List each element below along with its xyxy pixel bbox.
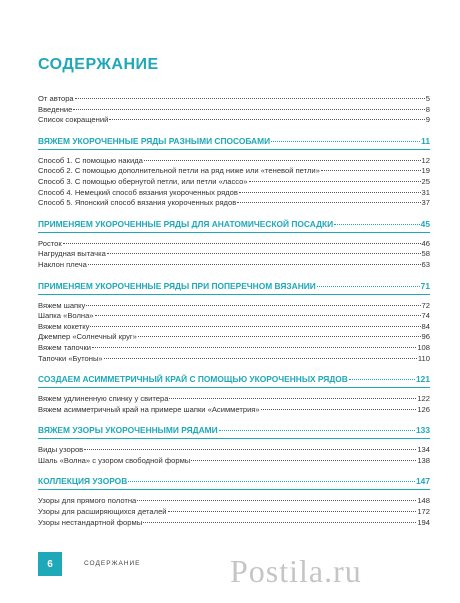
watermark-logo: Postila.ru bbox=[230, 553, 362, 589]
dot-leader bbox=[86, 305, 420, 306]
entry-label: Способ 1. С помощью накида bbox=[38, 155, 143, 165]
entry-page: 126 bbox=[417, 404, 430, 414]
entry-label: ПРИМЕНЯЕМ УКОРОЧЕННЫЕ РЯДЫ ДЛЯ АНАТОМИЧЕСКОЙ ПОСАДКИ bbox=[38, 218, 334, 229]
section-title-entry[interactable] bbox=[38, 280, 430, 292]
footer-label: СОДЕРЖАНИЕ bbox=[84, 560, 141, 567]
toc-entry[interactable] bbox=[38, 507, 430, 518]
toc-entry[interactable] bbox=[38, 177, 430, 188]
entry-label: Способ 3. С помощью обернутой петли, или петли «лассо» bbox=[38, 176, 248, 186]
entry-page: 58 bbox=[421, 249, 430, 259]
entry-page: 8 bbox=[425, 104, 430, 114]
entry-page: 96 bbox=[421, 332, 430, 342]
section-heading bbox=[38, 135, 430, 150]
section-divider bbox=[38, 232, 430, 233]
entry-page: 5 bbox=[425, 94, 430, 103]
toc-entry[interactable] bbox=[38, 156, 430, 167]
dot-leader bbox=[75, 98, 425, 99]
toc-entry[interactable] bbox=[38, 260, 430, 271]
dot-leader bbox=[349, 379, 415, 380]
table-of-contents bbox=[38, 94, 430, 528]
entry-page: 9 bbox=[425, 115, 430, 125]
dot-leader bbox=[191, 460, 416, 461]
entry-page: 138 bbox=[417, 455, 430, 465]
entry-page: 71 bbox=[420, 280, 430, 291]
entry-label: Способ 5. Японский способ вязания укороченных рядов bbox=[38, 198, 237, 208]
dot-leader bbox=[88, 264, 421, 265]
entry-page: 148 bbox=[417, 496, 430, 506]
toc-entry[interactable] bbox=[38, 322, 430, 333]
dot-leader bbox=[128, 481, 415, 482]
entry-page: 133 bbox=[416, 425, 430, 436]
entry-page: 63 bbox=[421, 259, 430, 269]
entry-label: СОЗДАЕМ АСИММЕТРИЧНЫЙ КРАЙ С ПОМОЩЬЮ УКОРОЧЕННЫХ РЯДОВ bbox=[38, 374, 348, 385]
entry-page: 31 bbox=[421, 187, 430, 197]
dot-leader bbox=[92, 347, 416, 348]
entry-page: 110 bbox=[417, 353, 430, 363]
entry-page: 25 bbox=[421, 176, 430, 186]
entry-page: 147 bbox=[416, 476, 430, 487]
toc-entry[interactable] bbox=[38, 249, 430, 260]
toc-entry[interactable] bbox=[38, 518, 430, 529]
toc-entry[interactable] bbox=[38, 239, 430, 250]
page-title: СОДЕРЖАНИЕ bbox=[38, 56, 159, 73]
dot-leader bbox=[90, 326, 420, 327]
entry-label: Способ 2. С помощью дополнительной петли на ряд ниже или «теневой петли» bbox=[38, 166, 320, 176]
entry-label: Узоры для расширяющихся деталей bbox=[38, 507, 167, 517]
section-title-entry[interactable] bbox=[38, 424, 430, 436]
entry-page: 46 bbox=[421, 238, 430, 248]
dot-leader bbox=[237, 202, 420, 203]
entry-label: Виды узоров bbox=[38, 445, 84, 455]
toc-entry[interactable] bbox=[38, 354, 430, 365]
dot-leader bbox=[239, 192, 421, 193]
entry-label: КОЛЛЕКЦИЯ УЗОРОВ bbox=[38, 476, 128, 487]
entry-label: ВЯЖЕМ УКОРОЧЕННЫЕ РЯДЫ РАЗНЫМИ СПОСОБАМИ bbox=[38, 135, 271, 146]
entry-label: Способ 4. Немецкий способ вязания укороченных рядов bbox=[38, 187, 238, 197]
section-heading bbox=[38, 280, 430, 295]
section-title-entry[interactable] bbox=[38, 475, 430, 487]
entry-page: 11 bbox=[421, 135, 430, 146]
toc-entry[interactable] bbox=[38, 405, 430, 416]
toc-entry[interactable] bbox=[38, 456, 430, 467]
entry-page: 108 bbox=[417, 342, 430, 352]
entry-page: 74 bbox=[421, 311, 430, 321]
toc-entry[interactable] bbox=[38, 188, 430, 199]
toc-entry[interactable] bbox=[38, 394, 430, 405]
section-heading bbox=[38, 424, 430, 439]
dot-leader bbox=[73, 109, 424, 110]
entry-label: От автора bbox=[38, 94, 74, 103]
section-title-entry[interactable] bbox=[38, 135, 430, 147]
dot-leader bbox=[107, 253, 421, 254]
entry-label: Узоры для прямого полотна bbox=[38, 496, 137, 506]
dot-leader bbox=[109, 119, 424, 120]
section-title-entry[interactable] bbox=[38, 218, 430, 230]
toc-entry[interactable] bbox=[38, 166, 430, 177]
entry-label: ВЯЖЕМ УЗОРЫ УКОРОЧЕННЫМИ РЯДАМИ bbox=[38, 425, 218, 436]
sections-list bbox=[38, 135, 430, 528]
entry-label: Список сокращений bbox=[38, 115, 109, 125]
entry-label: Шапка «Волна» bbox=[38, 311, 94, 321]
section-heading bbox=[38, 373, 430, 388]
entry-label: Вяжем асимметричный край на примере шапки «Асимметрия» bbox=[38, 404, 260, 414]
toc-entry[interactable] bbox=[38, 445, 430, 456]
entry-label: Нагрудная вытачка bbox=[38, 249, 106, 259]
toc-entry[interactable] bbox=[38, 496, 430, 507]
entry-label: Наклон плеча bbox=[38, 259, 87, 269]
entry-page: 134 bbox=[417, 445, 430, 455]
entry-label: Тапочки «Бутоны» bbox=[38, 353, 103, 363]
entry-page: 45 bbox=[420, 218, 430, 229]
dot-leader bbox=[84, 449, 416, 450]
toc-entry[interactable] bbox=[38, 105, 430, 116]
entry-label: Джемпер «Солнечный круг» bbox=[38, 332, 137, 342]
entry-page: 72 bbox=[421, 300, 430, 310]
section-divider bbox=[38, 438, 430, 439]
dot-leader bbox=[334, 224, 419, 225]
entry-label: Росток bbox=[38, 238, 62, 248]
dot-leader bbox=[138, 336, 421, 337]
dot-leader bbox=[168, 511, 417, 512]
dot-leader bbox=[219, 430, 415, 431]
section-heading bbox=[38, 475, 430, 490]
page-number: 6 bbox=[38, 552, 62, 576]
section-divider bbox=[38, 489, 430, 490]
dot-leader bbox=[271, 141, 420, 142]
section-divider bbox=[38, 387, 430, 388]
entry-page: 172 bbox=[417, 507, 430, 517]
dot-leader bbox=[144, 160, 421, 161]
toc-entry[interactable] bbox=[38, 115, 430, 126]
entry-page: 194 bbox=[417, 517, 430, 527]
toc-entry[interactable] bbox=[38, 301, 430, 312]
entry-label: Вяжем шапку bbox=[38, 300, 86, 310]
dot-leader bbox=[249, 181, 421, 182]
entry-page: 37 bbox=[421, 198, 430, 208]
dot-leader bbox=[95, 315, 421, 316]
entry-label: Введение bbox=[38, 104, 73, 114]
toc-entry[interactable] bbox=[38, 311, 430, 322]
intro-list bbox=[38, 94, 430, 126]
entry-page: 19 bbox=[421, 166, 430, 176]
entry-label: Вяжем тапочки bbox=[38, 342, 92, 352]
section-divider bbox=[38, 149, 430, 150]
entry-label: Вяжем удлиненную спинку у свитера bbox=[38, 394, 169, 404]
section-title-entry[interactable] bbox=[38, 373, 430, 385]
entry-page: 122 bbox=[417, 394, 430, 404]
dot-leader bbox=[143, 522, 416, 523]
dot-leader bbox=[63, 243, 421, 244]
dot-leader bbox=[137, 500, 416, 501]
entry-page: 121 bbox=[416, 374, 430, 385]
entry-page: 12 bbox=[421, 155, 430, 165]
entry-label: Шаль «Волна» с узором свободной формы bbox=[38, 455, 191, 465]
toc-entry[interactable] bbox=[38, 198, 430, 209]
dot-leader bbox=[321, 170, 421, 171]
dot-leader bbox=[261, 409, 417, 410]
entry-label: Узоры нестандартной формы bbox=[38, 517, 143, 527]
section-divider bbox=[38, 294, 430, 295]
toc-entry[interactable] bbox=[38, 343, 430, 354]
toc-entry[interactable] bbox=[38, 94, 430, 105]
entry-label: Вяжем кокетку bbox=[38, 321, 90, 331]
toc-entry[interactable] bbox=[38, 332, 430, 343]
dot-leader bbox=[317, 286, 420, 287]
entry-page: 84 bbox=[421, 321, 430, 331]
entry-label: ПРИМЕНЯЕМ УКОРОЧЕННЫЕ РЯДЫ ПРИ ПОПЕРЕЧНОМ ВЯЗАНИИ bbox=[38, 280, 316, 291]
section-heading bbox=[38, 218, 430, 233]
dot-leader bbox=[104, 358, 417, 359]
dot-leader bbox=[169, 398, 416, 399]
